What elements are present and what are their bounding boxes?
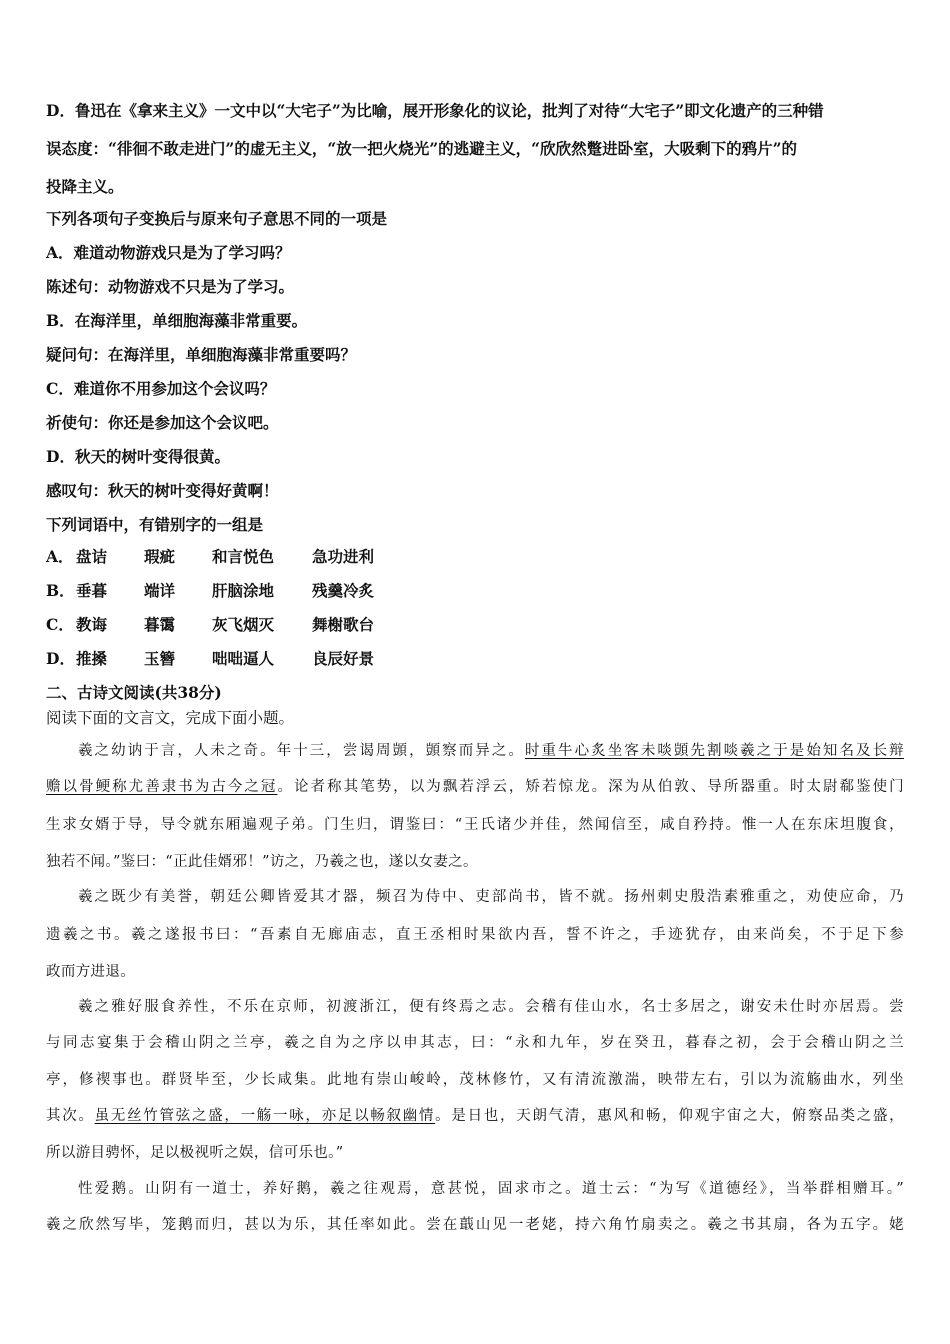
question-sentence-stem: 下列各项句子变换后与原来句子意思不同的一项是 xyxy=(46,209,388,228)
option-word: 咄咄逼人 xyxy=(212,649,275,668)
passage-p3-line-1 xyxy=(46,996,904,1018)
option-word: 良辰好景 xyxy=(312,649,375,668)
passage-p1-line-1 xyxy=(46,740,904,762)
sentence-option-b-transform: 疑问句：在海洋里，单细胞海藻非常重要吗？ xyxy=(46,345,357,364)
option-word: 盘诘 xyxy=(76,547,108,566)
sentence-option-a: A．难道动物游戏只是为了学习吗？ xyxy=(46,243,291,262)
option-word: 急功进利 xyxy=(312,547,375,566)
passage-p3-line-3: 亭，修禊事也。群贤毕至，少长咸集。此地有崇山峻岭，茂林修竹，又有清流激湍，映带左右，引以为流觞曲水，列坐 xyxy=(46,1072,904,1088)
sentence-option-c-transform: 祈使句：你还是参加这个会议吧。 xyxy=(46,413,279,432)
option-word: 暮霭 xyxy=(144,615,176,634)
passage-text: 其次。 xyxy=(46,1108,95,1124)
option-label: C． xyxy=(46,615,74,634)
passage-text: 羲之既少有美誉，朝廷公卿皆爱其才器，频召为侍中、吏部尚书，皆不就。扬州刺史殷浩素雅重之，劝使应命，乃 xyxy=(78,889,904,905)
passage-p1-line-2 xyxy=(46,776,904,798)
option-word: 残羹冷炙 xyxy=(312,581,375,600)
sentence-option-d: D．秋天的树叶变得很黄。 xyxy=(46,447,230,466)
typo-option-c xyxy=(46,614,374,636)
option-word: 和言悦色 xyxy=(212,547,275,566)
typo-option-a xyxy=(46,546,374,568)
option-word: 灰飞烟灭 xyxy=(212,615,275,634)
option-word: 端详 xyxy=(144,581,176,600)
passage-p1-line-4: 独若不闻。”鉴曰：“正此佳婿邪！”访之，乃羲之也，遂以女妻之。 xyxy=(46,854,478,870)
passage-p3-line-2: 与同志宴集于会稽山阴之兰亭，羲之自为之序以申其志，曰：“永和九年，岁在癸丑，暮春之初，会于会稽山阴之兰 xyxy=(46,1035,904,1051)
passage-text: 性爱鹅。山阴有一道士，养好鹅，羲之往观焉，意甚悦，固求市之。道士云：“为写《道德经》，当举群相赠耳。” xyxy=(78,1181,904,1197)
option-word: 瑕疵 xyxy=(144,547,176,566)
passage-p2-line-1 xyxy=(46,886,904,908)
sentence-option-d-transform: 感叹句：秋天的树叶变得好黄啊！ xyxy=(46,481,279,500)
passage-text: 羲之雅好服食养性，不乐在京师，初渡浙江，便有终焉之志。会稽有佳山水，名士多居之，谢安未仕时亦居焉。尝 xyxy=(78,999,904,1015)
option-label: D． xyxy=(46,649,75,668)
option-word: 玉簪 xyxy=(144,649,176,668)
passage-text: 。论者称其笔势，以为飘若浮云，矫若惊龙。深为从伯敦、导所器重。时太尉郗鉴使门 xyxy=(277,779,904,795)
section-heading: 二、古诗文阅读(共38分) xyxy=(46,683,222,702)
passage-text: 。是日也，天朗气清，惠风和畅，仰观宇宙之大，俯察品类之盛， xyxy=(435,1108,904,1124)
passage-p1-line-3: 生求女婿于导，导令就东厢遍观子弟。门生归，谓鉴曰：“王氏诸少并佳，然闻信至，咸自矜持。惟一人在东床坦腹食， xyxy=(46,817,904,833)
passage-p4-line-1 xyxy=(46,1178,904,1200)
underlined-sentence: 虽无丝竹管弦之盛，一觞一咏，亦足以畅叙幽情 xyxy=(94,1108,436,1124)
option-word: 推搡 xyxy=(76,649,108,668)
section-instruction: 阅读下面的文言文，完成下面小题。 xyxy=(46,709,295,727)
typo-option-b xyxy=(46,580,374,602)
option-word: 舞榭歌台 xyxy=(312,615,375,634)
passage-p2-line-3: 政而方进退。 xyxy=(46,964,136,980)
option-d-line-3: 投降主义。 xyxy=(46,177,124,196)
option-d-line-1: D．鲁迅在《拿来主义》一文中以“大宅子”为比喻，展开形象化的议论，批判了对待“大宅子”即文化遗产的三种错 xyxy=(46,101,824,120)
passage-p4-line-2: 羲之欣然写毕，笼鹅而归，甚以为乐，其任率如此。尝在蕺山见一老姥，持六角竹扇卖之。羲之书其扇，各为五字。姥 xyxy=(46,1217,904,1233)
question-typo-stem: 下列词语中，有错别字的一组是 xyxy=(46,515,264,534)
option-d-line-2: 误态度：“徘徊不敢走进门”的虚无主义，“放一把火烧光”的逃避主义，“欣欣然蹩进卧室，大吸剩下的鸦片”的 xyxy=(46,139,797,158)
passage-p3-line-5: 所以游目骋怀，足以极视听之娱，信可乐也。” xyxy=(46,1145,344,1161)
option-word: 教诲 xyxy=(76,615,108,634)
option-word: 肝脑涂地 xyxy=(212,581,275,600)
passage-p2-line-2: 遗羲之书。羲之遂报书曰：“吾素自无廊庙志，直王丞相时果欲内吾，誓不许之，手迹犹存，由来尚矣，不于足下参 xyxy=(46,927,904,943)
underlined-sentence: 时重牛心炙坐客未啖顗先割啖羲之于是始知名及长辩 xyxy=(524,743,904,759)
option-word: 垂暮 xyxy=(76,581,108,600)
passage-text: 羲之幼讷于言，人未之奇。年十三，尝谒周顗，顗察而异之。 xyxy=(78,743,525,759)
option-label: A． xyxy=(46,547,74,566)
option-label: B． xyxy=(46,581,75,600)
typo-option-d xyxy=(46,648,374,670)
sentence-option-a-transform: 陈述句：动物游戏不只是为了学习。 xyxy=(46,277,295,296)
underlined-sentence: 赡以骨鲠称尤善隶书为古今之冠 xyxy=(46,779,278,795)
sentence-option-c: C．难道你不用参加这个会议吗？ xyxy=(46,379,276,398)
sentence-option-b: B．在海洋里，单细胞海藻非常重要。 xyxy=(46,311,308,330)
passage-p3-line-4 xyxy=(46,1105,904,1127)
